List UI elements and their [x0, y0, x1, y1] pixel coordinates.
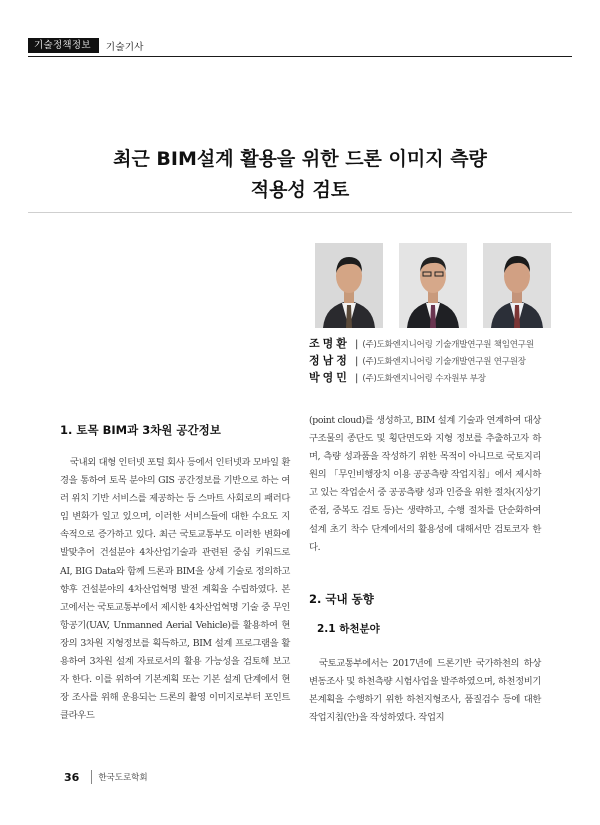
left-column — [60, 422, 290, 725]
author-affiliation: (주)도화엔지니어링 수자원부 부장 — [362, 374, 486, 384]
footer-divider — [91, 770, 92, 784]
header-rule — [28, 56, 572, 57]
author-photos — [315, 243, 557, 328]
author-affiliation: (주)도화엔지니어링 기술개발연구원 책임연구원 — [362, 340, 534, 350]
author-affiliation: (주)도화엔지니어링 기술개발연구원 연구원장 — [362, 357, 526, 367]
author-separator: | — [355, 339, 359, 350]
author-name: 박영민 — [309, 371, 350, 384]
section-1-paragraph: 국내외 대형 인터넷 포털 회사 등에서 인터넷과 모바일 환경을 통하여 토목 분야의 GIS 공간정보를 기반으로 하는 여러 위치 기반 서비스를 제공하는 등 스마트 사회로의 패러다임 변화가 일고 있으며, 이러한 서비스들에 대한 수요도 지속적으로 증가하고 있다. 최근 국토교통부도 이러한 변화에 발맞추어 건설분야 4차산업기술과 관련된 중심 키워드로 AI, BIG Data와 함께 드론과 BIM을 상세 기술로 정의하고 향후 건설분야의 4차산업혁명 발전 계획을 수립하였다. 본고에서는 국토교통부에서 제시한 4차산업혁명 기술 중 무인항공기(UAV, Unmanned Aerial Vehicle)를 활용하여 현장의 3차원 지형정보를 획득하고, BIM 설계 프로그램을 활용하여 3차원 설계 자료로서의 활용 가능성을 검토해 보고자 한다. 이를 위하여 기본계획 또는 기본 설계 단계에서 현장 조사를 위해 운용되는 드론의 촬영 이미지로부터 포인트 클라우드 — [60, 457, 290, 722]
author-row — [309, 335, 534, 352]
section-2-1-heading: 2.1 하천분야 — [317, 622, 380, 635]
author-separator: | — [355, 356, 359, 367]
section-2-heading: 2. 국내 동향 — [309, 591, 374, 606]
header-category: 기술기사 — [105, 41, 144, 53]
journal-name: 한국도로학회 — [98, 773, 148, 783]
section-1-continued-paragraph: (point cloud)를 생성하고, BIM 설계 기술과 연계하여 대상 구조물의 종단도 및 횡단면도와 지형 정보를 추출하고자 하며, 측량 성과품을 작성하기 위한 목적이 아니므로 국토지리원의 「무인비행장치 이용 공공측량 작업지침」에서 제시하고 있는 작업순서 중 공공측량 성과 인증을 위한 절차(지상기준점, 중복도 검토 등)는 생략하고, 수행 절차를 단순화하여 설계 초기 착수 단계에서의 활용성에 대해서만 검토코자 한다. — [309, 415, 541, 553]
author-photo-2 — [399, 243, 467, 328]
author-row — [309, 352, 534, 369]
header-section: 기술정책정보 — [28, 38, 99, 53]
author-list — [309, 335, 534, 386]
author-separator: | — [355, 373, 359, 384]
title-line-2: 적용성 검토 — [250, 179, 350, 201]
page-number: 36 — [64, 770, 80, 784]
article-title — [40, 144, 560, 206]
author-row — [309, 369, 534, 386]
right-column — [309, 415, 541, 727]
title-line-1: 최근 BIM설계 활용을 위한 드론 이미지 측량 — [113, 148, 487, 170]
header-tab — [28, 38, 144, 53]
author-photo-3 — [483, 243, 551, 328]
author-name: 정남정 — [309, 354, 350, 367]
author-photo-1 — [315, 243, 383, 328]
page-footer — [64, 770, 148, 784]
section-2-1-paragraph: 국토교통부에서는 2017년에 드론기반 국가하천의 하상변동조사 및 하천측량 시험사업을 발주하였으며, 하천정비기본계획을 수행하기 위한 하천지형조사, 품질검수 등에 대한 작업지침(안)을 작성하였다. 작업지 — [309, 657, 541, 724]
author-name: 조명환 — [309, 337, 350, 350]
section-1-heading: 1. 토목 BIM과 3차원 공간정보 — [60, 423, 221, 437]
title-rule — [28, 212, 572, 213]
